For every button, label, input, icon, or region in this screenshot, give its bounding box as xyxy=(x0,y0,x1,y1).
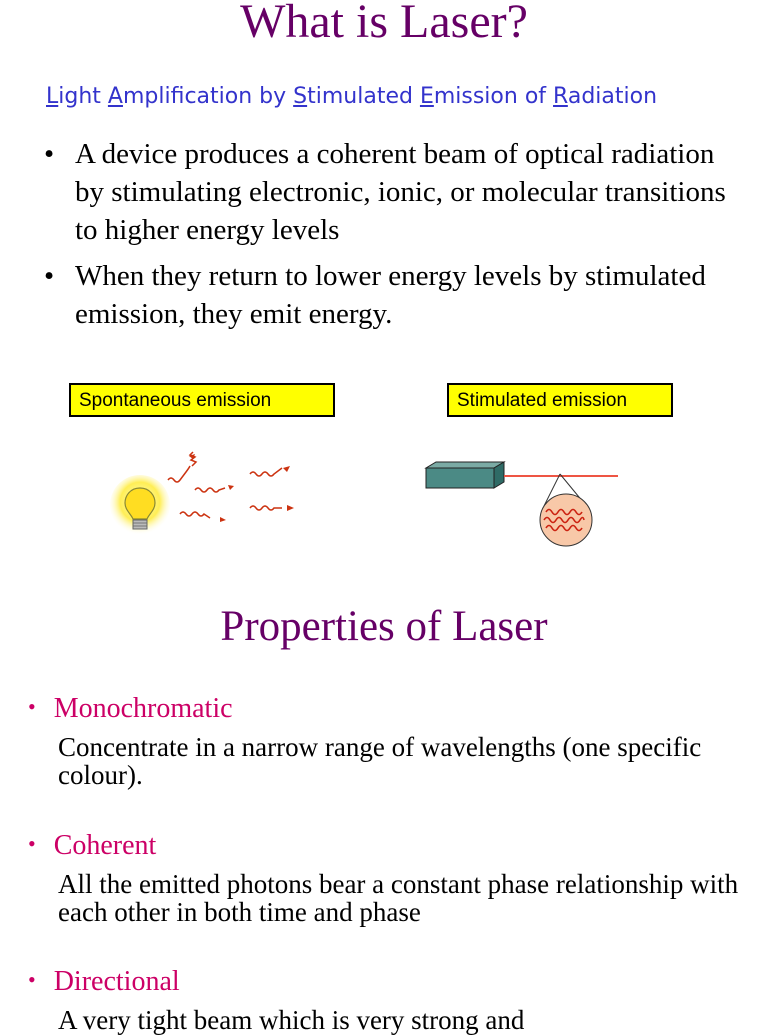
acronym-part: Stimulated xyxy=(293,84,420,109)
spontaneous-emission-label: Spontaneous emission xyxy=(69,383,335,417)
acronym-part: Light xyxy=(46,84,108,109)
bullet-dot: • xyxy=(28,694,36,719)
photon-wave-icons xyxy=(168,452,282,518)
stimulated-emission-label: Stimulated emission xyxy=(447,383,673,417)
property-name: Directional xyxy=(53,966,180,997)
property-monochromatic xyxy=(28,694,748,789)
bullet-text: A device produces a coherent beam of optical radiation by stimulating electronic, ionic, or molecular transitions to higher energy levels xyxy=(75,138,726,246)
section-title: Properties of Laser xyxy=(220,603,548,650)
definition-bullets xyxy=(44,135,734,341)
acronym-part: Amplification by xyxy=(107,84,294,109)
property-name: Coherent xyxy=(53,830,157,861)
stimulated-emission-illustration xyxy=(420,450,630,560)
page-title: What is Laser? xyxy=(240,0,528,48)
property-description: A very tight beam which is very strong and xyxy=(58,1005,525,1035)
spontaneous-emission-illustration xyxy=(100,440,310,550)
bullet-dot: • xyxy=(44,138,55,170)
property-description: Concentrate in a narrow range of wavelengths (one specific colour). xyxy=(58,732,702,790)
property-coherent xyxy=(28,831,748,926)
acronym-part: Radiation xyxy=(553,84,658,109)
bullet-item xyxy=(44,135,734,249)
photon-arrowheads xyxy=(189,454,294,522)
bullet-text: When they return to lower energy levels by stimulated emission, they emit energy. xyxy=(75,260,706,330)
bullet-item xyxy=(44,257,734,333)
laser-rod-icon xyxy=(426,462,504,488)
coherent-waves-magnified-icon xyxy=(540,494,592,546)
property-description: All the emitted photons bear a constant phase relationship with each other in both time and phase xyxy=(58,869,739,927)
bullet-dot: • xyxy=(28,831,36,856)
property-name: Monochromatic xyxy=(53,693,233,724)
acronym-part: Emission of xyxy=(419,84,554,109)
bullet-dot: • xyxy=(44,260,55,292)
bullet-dot: • xyxy=(28,967,36,992)
light-bulb-icon xyxy=(110,475,170,535)
acronym-line xyxy=(46,82,657,112)
